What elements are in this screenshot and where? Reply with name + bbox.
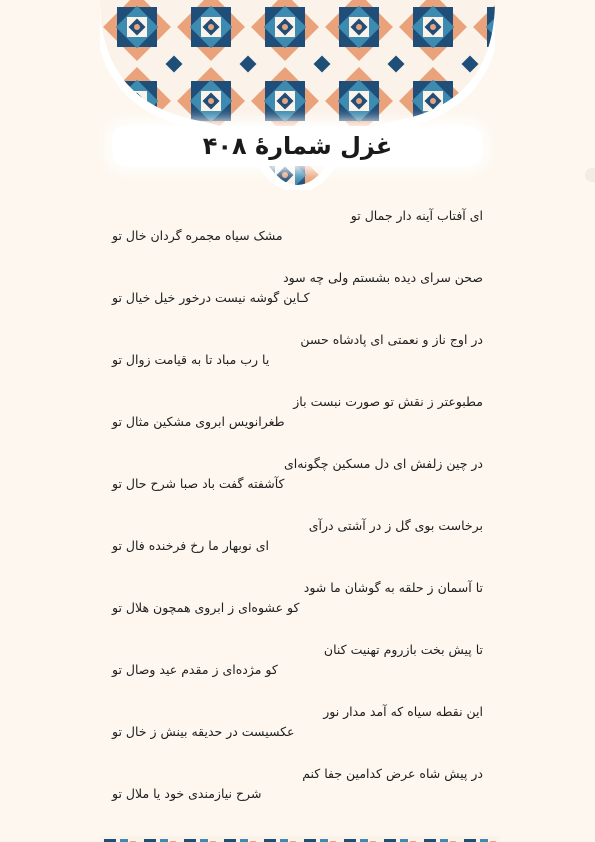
poem-body xyxy=(112,206,483,826)
hemistich-first: مطبوعتر ز نقش تو صورت نبست باز xyxy=(293,394,483,409)
hemistich-first: تا آسمان ز حلقه به گوشان ما شود xyxy=(303,580,483,595)
hemistich-first: در اوج ناز و نعمتی ای پادشاه حسن xyxy=(300,332,483,347)
hemistich-first: ای آفتاب آینه دار جمال تو xyxy=(350,208,483,223)
hemistich-second: شرح نیازمندی خود یا ملال تو xyxy=(112,786,262,801)
beyt xyxy=(112,330,483,392)
hemistich-second: یا رب مباد تا به قیامت زوال تو xyxy=(112,352,270,367)
hemistich-first: صحن سرای دیده بشستم ولی چه سود xyxy=(283,270,483,285)
hemistich-second: ای نوبهار ما رخ فرخنده فال تو xyxy=(112,538,270,553)
hemistich-second: کـاین گوشه نیست درخور خیل خیال تو xyxy=(112,290,310,305)
hemistich-first: تا پیش بخت بازروم تهنیت کنان xyxy=(323,642,483,657)
beyt xyxy=(112,578,483,640)
beyt xyxy=(112,392,483,454)
beyt xyxy=(112,206,483,268)
hemistich-first: برخاست بوی گل ز در آشتی درآی xyxy=(308,518,483,533)
hemistich-first: در چین زلفش ای دل مسکین چگونه‌ای xyxy=(283,456,483,471)
hemistich-second: عکسیست در حدیقه بینش ز خال تو xyxy=(112,724,295,739)
hemistich-first: این نقطه سیاه که آمد مدار نور xyxy=(323,704,483,719)
beyt xyxy=(112,268,483,330)
hemistich-second: طغرانویس ابروی مشکین مثال تو xyxy=(112,414,285,429)
hemistich-first: در پیش شاه عرض کدامین جفا کنم xyxy=(302,766,483,781)
beyt xyxy=(112,640,483,702)
hemistich-second: مشک سیاه مجمره گردان خال تو xyxy=(112,228,283,243)
hemistich-second: کو مژده‌ای ز مقدم عید وصال تو xyxy=(112,662,278,677)
page-title: غزل شمارهٔ ۴۰۸ xyxy=(202,132,393,160)
page-edge-tab xyxy=(585,168,595,182)
beyt xyxy=(112,764,483,826)
beyt xyxy=(112,454,483,516)
hemistich-second: کو عشوه‌ای ز ابروی همچون هلال تو xyxy=(112,600,300,615)
beyt xyxy=(112,702,483,764)
beyt xyxy=(112,516,483,578)
hemistich-second: کآشفته گفت باد صبا شرح حال تو xyxy=(112,476,285,491)
persian-tile-strip-icon xyxy=(100,836,500,842)
